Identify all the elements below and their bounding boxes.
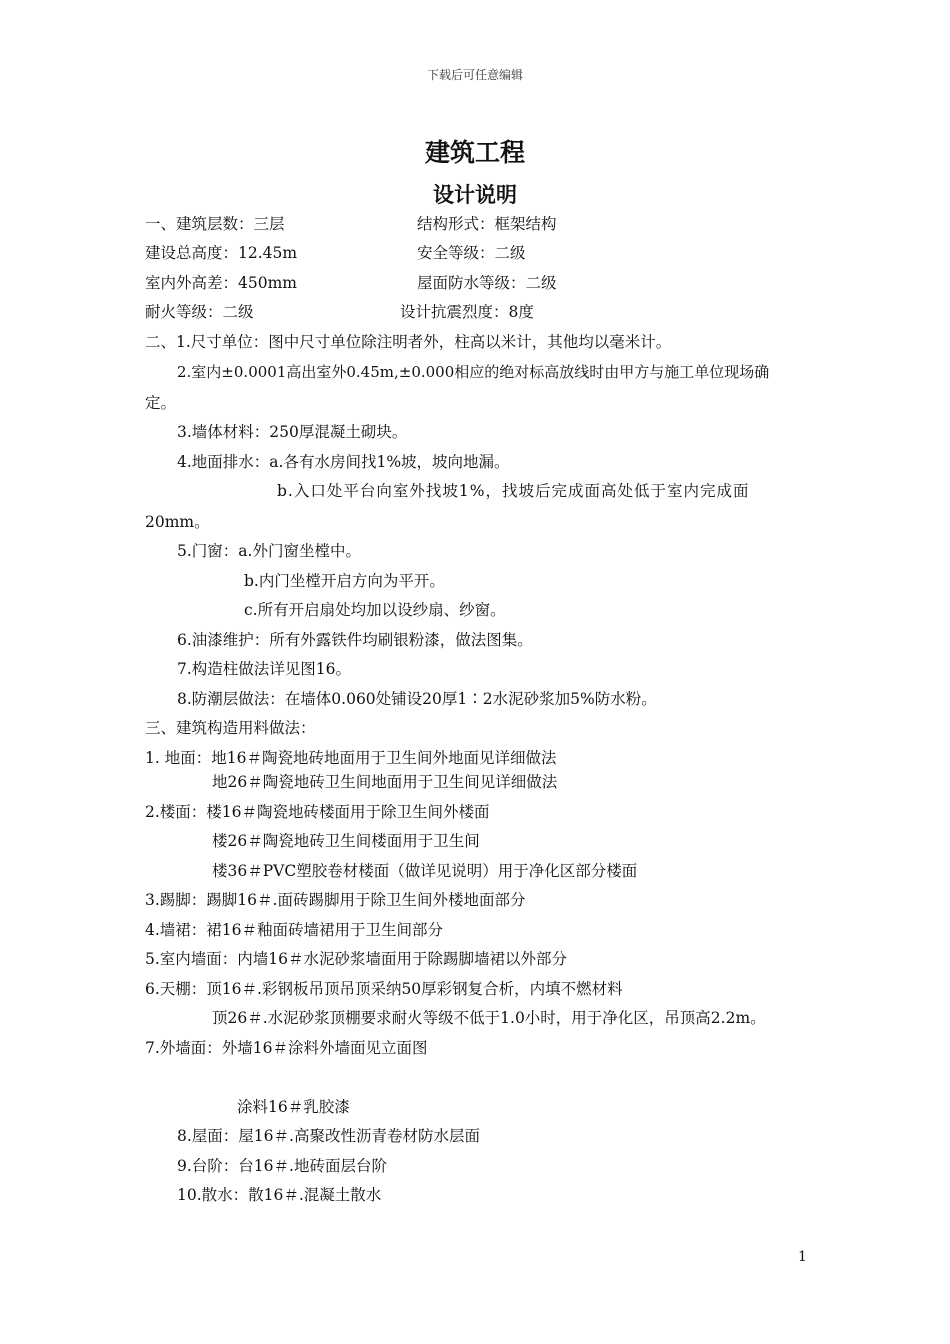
spec-line: 7.外墙面：外墙16＃涂料外墙面见立面图 bbox=[145, 1039, 428, 1057]
spec-line: 定。 bbox=[145, 394, 177, 412]
spec-line: 8.屋面：屋16＃.高聚改性沥青卷材防水层面 bbox=[177, 1127, 480, 1145]
spec-line: 6.天棚：顶16＃.彩钢板吊顶吊顶采纳50厚彩钢复合析，内填不燃材料 bbox=[145, 980, 623, 998]
spec-line: 2.室内±0.0001高出室外0.45m,±0.000相应的绝对标高放线时由甲方与施工单位现场确 bbox=[177, 363, 770, 381]
spec-line: 屋面防水等级：二级 bbox=[417, 274, 557, 292]
page-number: 1 bbox=[798, 1249, 807, 1265]
spec-line: 8.防潮层做法：在墙体0.060处铺设20厚1∶2水泥砂浆加5%防水粉。 bbox=[177, 690, 657, 708]
spec-line: 4.墙裙：裙16＃釉面砖墙裙用于卫生间部分 bbox=[145, 921, 444, 939]
spec-line: 涂料16＃乳胶漆 bbox=[237, 1098, 350, 1116]
spec-line: 10.散水：散16＃.混凝土散水 bbox=[177, 1186, 382, 1204]
spec-line: 3.踢脚：踢脚16＃.面砖踢脚用于除卫生间外楼地面部分 bbox=[145, 891, 526, 909]
spec-line: 7.构造柱做法详见图16。 bbox=[177, 660, 352, 678]
spec-line: 结构形式：框架结构 bbox=[417, 215, 557, 233]
spec-line: 建设总高度：12.45m bbox=[145, 244, 298, 262]
spec-line: b.内门坐樘开启方向为平开。 bbox=[244, 572, 445, 590]
spec-line: 5.门窗：a.外门窗坐樘中。 bbox=[177, 542, 361, 560]
spec-line: 1. 地面：地16＃陶瓷地砖地面用于卫生间外地面见详细做法 bbox=[145, 749, 557, 767]
spec-line: c.所有开启扇处均加以设纱扇、纱窗。 bbox=[244, 601, 506, 619]
spec-line: 二、1.尺寸单位：图中尺寸单位除注明者外，柱高以米计，其他均以毫米计。 bbox=[145, 333, 672, 351]
spec-line: b.入口处平台向室外找坡1%，找坡后完成面高处低于室内完成面 bbox=[277, 482, 750, 500]
spec-line: 3.墙体材料：250厚混凝土砌块。 bbox=[177, 423, 408, 441]
spec-line: 20mm。 bbox=[145, 513, 210, 531]
page-header: 下载后可任意编辑 bbox=[426, 68, 523, 82]
spec-line: 6.油漆维护：所有外露铁件均刷银粉漆，做法图集。 bbox=[177, 631, 533, 649]
spec-line: 顶26＃.水泥砂浆顶棚要求耐火等级不低于1.0小时，用于净化区，吊顶高2.2m。 bbox=[212, 1009, 766, 1027]
spec-line: 2.楼面：楼16＃陶瓷地砖楼面用于除卫生间外楼面 bbox=[145, 803, 490, 821]
spec-line: 安全等级：二级 bbox=[417, 244, 526, 262]
spec-line: 9.台阶：台16＃.地砖面层台阶 bbox=[177, 1157, 387, 1175]
spec-line: 楼36＃PVC塑胶卷材楼面（做详见说明）用于净化区部分楼面 bbox=[212, 862, 638, 880]
spec-line: 地26＃陶瓷地砖卫生间地面用于卫生间见详细做法 bbox=[212, 773, 558, 791]
spec-line: 4.地面排水：a.各有水房间找1%坡，坡向地漏。 bbox=[177, 453, 510, 471]
spec-line: 三、建筑构造用料做法： bbox=[145, 719, 316, 737]
spec-line: 楼26＃陶瓷地砖卫生间楼面用于卫生间 bbox=[212, 832, 480, 850]
document-subtitle: 设计说明 bbox=[433, 183, 517, 207]
spec-line: 设计抗震烈度：8度 bbox=[400, 303, 534, 321]
document-title: 建筑工程 bbox=[424, 138, 525, 167]
spec-line: 一、建筑层数：三层 bbox=[145, 215, 285, 233]
spec-line: 室内外高差：450mm bbox=[145, 274, 297, 292]
spec-line: 5.室内墙面：内墙16＃水泥砂浆墙面用于除踢脚墙裙以外部分 bbox=[145, 950, 568, 968]
spec-line: 耐火等级：二级 bbox=[145, 303, 254, 321]
